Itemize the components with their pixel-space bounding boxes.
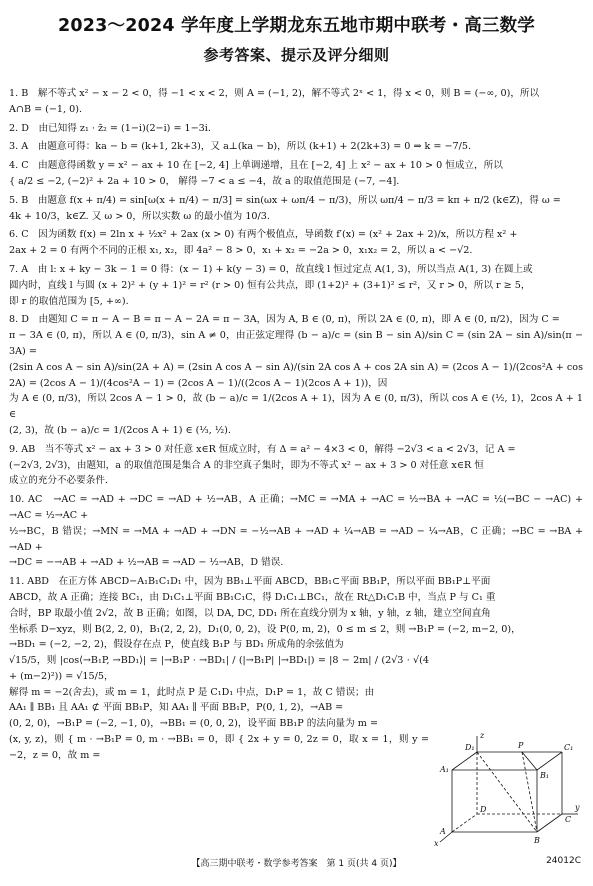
solution-item [9, 492, 583, 571]
solution-line: ½→BC，B 错误；→MN = →MA + →AD + →DN = −½→AB + →AD + ¼→AB = →AD − ¼→AB，C 正确；→BC = →BA + →AD + [9, 525, 583, 553]
vertex-b-label: B [534, 836, 540, 845]
vertex-d-label: D [480, 805, 487, 814]
solution-line: 解得 m = −2(舍去)，或 m = 1，此时点 P 是 C₁D₁ 中点，D₁P = 1，故 C 错误；由 [9, 686, 375, 698]
solution-line: A∩B = (−1, 0). [9, 103, 83, 115]
solution-line: →DC = −→AB + →AD + ½→AB = →AD − ½→AB，D 错误. [9, 557, 284, 569]
page-title: 2023～2024 学年度上学期龙东五地市期中联考・高三数学 [57, 16, 535, 36]
vertex-a1-label: A₁ [440, 765, 449, 774]
vertex-d1-label: D₁ [465, 743, 475, 752]
solution-line: 为 A ∈ (0, π/3)，所以 2cos A − 1 > 0，故 (b − a)/c = 1/(2cos A + 1)，因为 A ∈ (0, π/3)，所以 cos A ∈ (½, 1)，2cos A + 1 ∈ [9, 393, 583, 421]
solution-line: 2ax + 2 = 0 有两个不同的正根 x₁, x₂，即 4a² − 8 > 0，x₁ + x₂ = −2a > 0，x₁x₂ = 2，所以 a < −√2. [9, 245, 473, 257]
solution-line: π − 3A ∈ (0, π)，所以 A ∈ (0, π/3)，sin A ≠ 0，由正弦定理得 (b − a)/c = (sin B − sin A)/sin C = (sin 2A − sin A)/sin(π − 3A) = [9, 330, 583, 357]
page-subtitle: 参考答案、提示及评分细则 [203, 46, 390, 64]
solution-line: (x, y, z)，则 { m · →B₁P = 0, m · →BB₁ = 0，即 { 2x + y = 0, 2z = 0，取 x = 1，则 y = −2，z = 0，故 m = [9, 734, 429, 761]
footer-page-info: 【高三期中联考・数学参考答案 第 1 页(共 4 页)】 [191, 859, 402, 869]
solution-line: 11. ABD 在正方体 ABCD−A₁B₁C₁D₁ 中，因为 BB₁⊥平面 ABCD，BB₁⊂平面 BB₁P，所以平面 BB₁P⊥平面 [9, 576, 491, 588]
solution-line: 即 r 的取值范围为 [5, +∞). [9, 295, 129, 307]
solution-line: 10. AC →AC = →AD + →DC = →AD + ½→AB，A 正确；→MC = →MA + →AC = ½→BA + →AC = ½(→BC − →AC) + →AC = ½→AC + [9, 494, 583, 521]
solution-line: 2. D 由已知得 z₁ · z̄₂ = (1−i)(2−i) = 1−3i. [9, 122, 211, 134]
solution-line: →BD₁ = (−2, −2, 2)，假设存在点 P，使直线 B₁P 与 BD₁ 所成角的余弦值为 [9, 639, 344, 651]
solution-line: 坐标系 D−xyz，则 B(2, 2, 0)，B₁(2, 2, 2)，D₁(0, 0, 2)，设 P(0, m, 2)，0 ≤ m ≤ 2，则 →B₁P = (−2, m−2, 0)， [9, 623, 521, 635]
solution-line: AA₁ ∥ BB₁ 且 AA₁ ⊄ 平面 BB₁P，知 AA₁ ∥ 平面 BB₁P，P(0, 1, 2)，→AB = [9, 702, 344, 714]
cube-diagram [432, 730, 582, 848]
solution-line: 4. C 由题意得函数 y = x² − ax + 10 在 [−2, 4] 上单调递增，且在 [−2, 4] 上 x² − ax + 10 > 0 恒成立，所以 [9, 160, 503, 172]
solutions-list [9, 86, 583, 767]
footer-code: 24012C [546, 856, 581, 866]
solution-line: (0, 2, 0)，→B₁P = (−2, −1, 0)，→BB₁ = (0, 0, 2)，设平面 BB₁P 的法向量为 m = [9, 718, 378, 730]
solution-item [9, 262, 583, 309]
solution-line: 3. A 由题意可得：ka − b = (k+1, 2k+3)，又 a⊥(ka − b)，所以 (k+1) + 2(2k+3) = 0 ⇒ k = −7/5. [9, 141, 472, 153]
solution-line: 8. D 由题知 C = π − A − B = π − A − 2A = π − 3A，因为 A, B ∈ (0, π)，所以 2A ∈ (0, π)，即 A ∈ (0, π/2)，因为 C = [9, 314, 560, 326]
solution-line: { a/2 ≤ −2, (−2)² + 2a + 10 > 0， 解得 −7 < a ≤ −4，故 a 的取值范围是 (−7, −4]. [9, 175, 400, 187]
solution-line: 7. A 由 l: x + ky − 3k − 1 = 0 得：(x − 1) + k(y − 3) = 0，故直线 l 恒过定点 A(1, 3)，所以当点 A(1, 3) 在圆上或 [9, 263, 533, 275]
vertex-c-label: C [565, 815, 572, 824]
axis-x-label: x [434, 839, 439, 848]
solution-item [9, 121, 583, 137]
solution-line: 9. AB 当不等式 x² − ax + 3 > 0 对任意 x∈R 恒成立时，有 Δ = a² − 4×3 < 0，解得 −2√3 < a < 2√3，记 A = [9, 443, 516, 455]
solution-line: 成立的充分不必要条件. [9, 475, 108, 487]
axis-z-label: z [480, 731, 485, 740]
vertex-c1-label: C₁ [564, 743, 574, 752]
solution-line: (2sin A cos A − sin A)/sin(2A + A) = (2sin A cos A − sin A)/(sin 2A cos A + cos 2A sin A) = (2cos A − 1)/(2cos²A + cos 2A) = (2cos A − 1)/(4cos²A − 1) = (2cos A − 1)/((2cos A − 1)(2cos A + 1))，因 [9, 361, 583, 389]
solution-line: 合时，BP 取最小值 2√2，故 B 正确；如图，以 DA, DC, DD₁ 所在直线分别为 x 轴，y 轴，z 轴，建立空间直角 [9, 607, 491, 619]
solution-line: (−2√3, 2√3)，由题知，a 的取值范围是集合 A 的非空真子集时，即为不等式 x² − ax + 3 > 0 对任意 x∈R 恒 [9, 459, 484, 471]
solution-item [9, 158, 583, 190]
vertex-b1-label: B₁ [540, 771, 550, 780]
axis-y-label: y [575, 803, 580, 812]
solution-item [9, 312, 583, 438]
solution-item [9, 442, 583, 489]
solution-item [9, 139, 583, 155]
solution-item [9, 193, 583, 225]
point-p-label: P [518, 741, 524, 750]
solution-line: 5. B 由题意 f(x + π/4) = sin[ω(x + π/4) − π/3] = sin(ωx + ωπ/4 − π/3)，所以 ωπ/4 − π/3 = kπ + π/2 (k∈Z)，得 ω = [9, 194, 561, 206]
solution-line: 1. B 解不等式 x² − x − 2 < 0，得 −1 < x < 2，则 A = (−1, 2)，解不等式 2ˣ < 1，得 x < 0，则 B = (−∞, 0)，所以 [9, 88, 540, 99]
solution-line: 圆内时，直线 l 与圆 (x + 2)² + (y + 1)² = r² (r > 0) 恒有公共点，即 (1+2)² + (3+1)² ≤ r²，又 r > 0，所以 r ≥ 5， [9, 279, 531, 291]
solution-line: 4k + 10/3，k∈Z. 又 ω > 0，所以实数 ω 的最小值为 10/3. [9, 210, 270, 222]
vertex-a-label: A [440, 827, 446, 836]
solution-line: ABCD，故 A 正确；连接 BC₁，由 D₁C₁⊥平面 BB₁C₁C，得 D₁C₁⊥BC₁，故在 Rt△D₁C₁B 中，当点 P 与 C₁ 重 [9, 591, 496, 603]
solution-item [9, 227, 583, 259]
solution-item [9, 86, 583, 118]
solution-line: 6. C 因为函数 f(x) = 2ln x + ½x² + 2ax (x > 0) 有两个极值点，导函数 f′(x) = (x² + 2ax + 2)/x，所以方程 x² + [9, 229, 518, 241]
solution-line: √15/5，则 |cos⟨→B₁P, →BD₁⟩| = |→B₁P · →BD₁| / (|→B₁P| |→BD₁|) = |8 − 2m| / (2√3 · √(4 + (m−2)²)) = √15/5， [9, 655, 429, 682]
solution-line: (2, 3)，故 (b − a)/c = 1/(2cos A + 1) ∈ (⅓, ½). [9, 424, 231, 436]
